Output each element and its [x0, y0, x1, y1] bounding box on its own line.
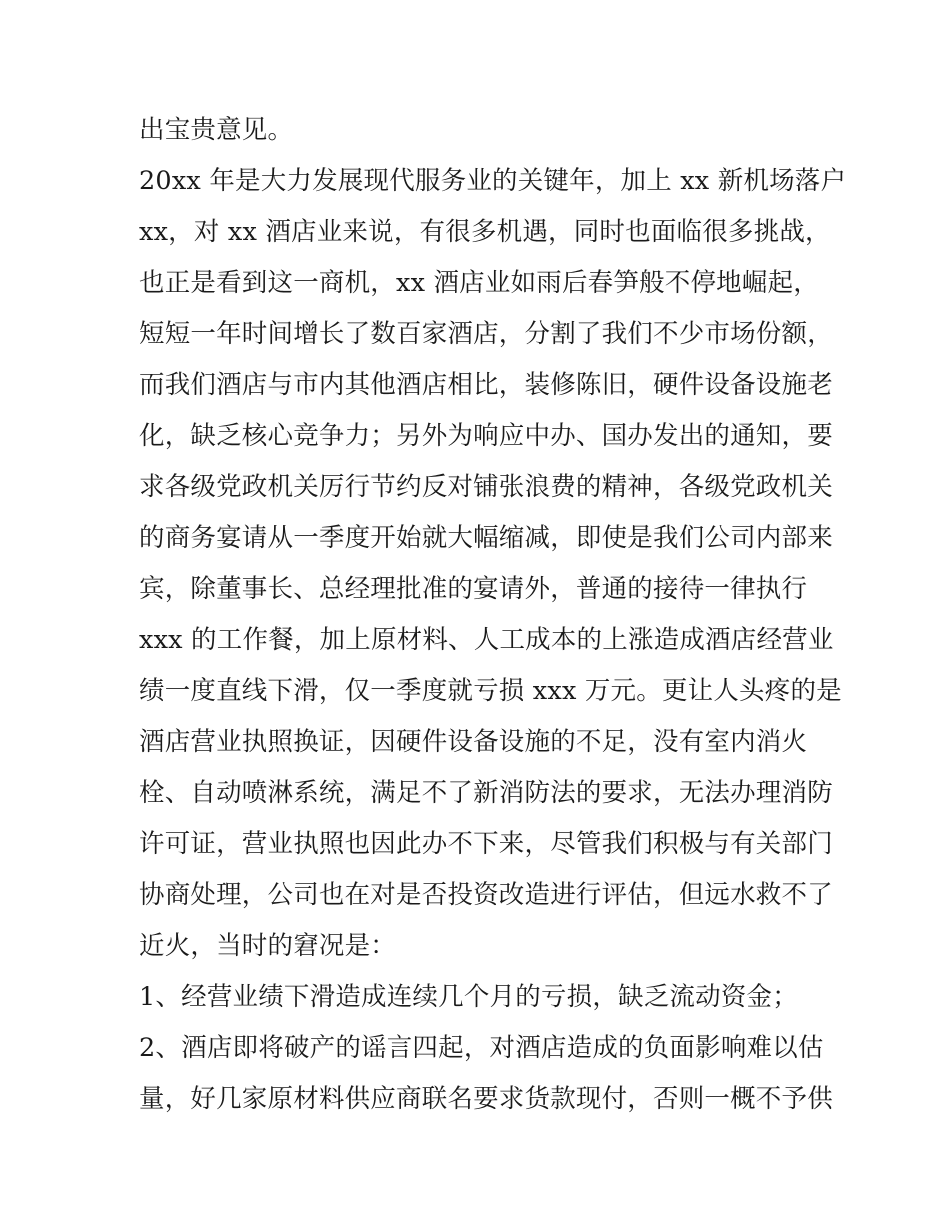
text-line: 绩一度直线下滑，仅一季度就亏损 xxx 万元。更让人头疼的是 [139, 676, 842, 706]
text-line: 20xx 年是大力发展现代服务业的关键年，加上 xx 新机场落户 [139, 166, 847, 196]
text-line: 也正是看到这一商机，xx 酒店业如雨后春笋般不停地崛起， [139, 268, 819, 298]
text-line: 而我们酒店与市内其他酒店相比，装修陈旧，硬件设备设施老 [139, 370, 833, 400]
text-line: 求各级党政机关厉行节约反对铺张浪费的精神，各级党政机关 [139, 472, 833, 502]
text-line: 的商务宴请从一季度开始就大幅缩减，即使是我们公司内部来 [139, 523, 833, 553]
text-line: 许可证，营业执照也因此办不下来，尽管我们积极与有关部门 [139, 829, 833, 859]
text-line: 协商处理，公司也在对是否投资改造进行评估，但远水救不了 [139, 880, 833, 910]
list-item-1: 1、经营业绩下滑造成连续几个月的亏损，缺乏流动资金； [139, 982, 798, 1012]
text-line: xxx 的工作餐，加上原材料、人工成本的上涨造成酒店经营业 [139, 625, 834, 655]
text-line: 出宝贵意见。 [139, 115, 294, 145]
text-line: 化，缺乏核心竞争力；另外为响应中办、国办发出的通知，要 [139, 421, 833, 451]
text-line: 短短一年时间增长了数百家酒店，分割了我们不少市场份额， [139, 319, 833, 349]
text-line: 栓、自动喷淋系统，满足不了新消防法的要求，无法办理消防 [139, 778, 833, 808]
text-line: 量，好几家原材料供应商联名要求货款现付，否则一概不予供 [139, 1084, 833, 1114]
text-line: 宾，除董事长、总经理批准的宴请外，普通的接待一律执行 [139, 574, 808, 604]
list-item-2: 2、酒店即将破产的谣言四起，对酒店造成的负面影响难以估 [139, 1033, 824, 1063]
text-line: 近火，当时的窘况是： [139, 931, 397, 961]
text-line: xx，对 xx 酒店业来说，有很多机遇，同时也面临很多挑战， [139, 217, 831, 247]
text-line: 酒店营业执照换证，因硬件设备设施的不足，没有室内消火 [139, 727, 808, 757]
